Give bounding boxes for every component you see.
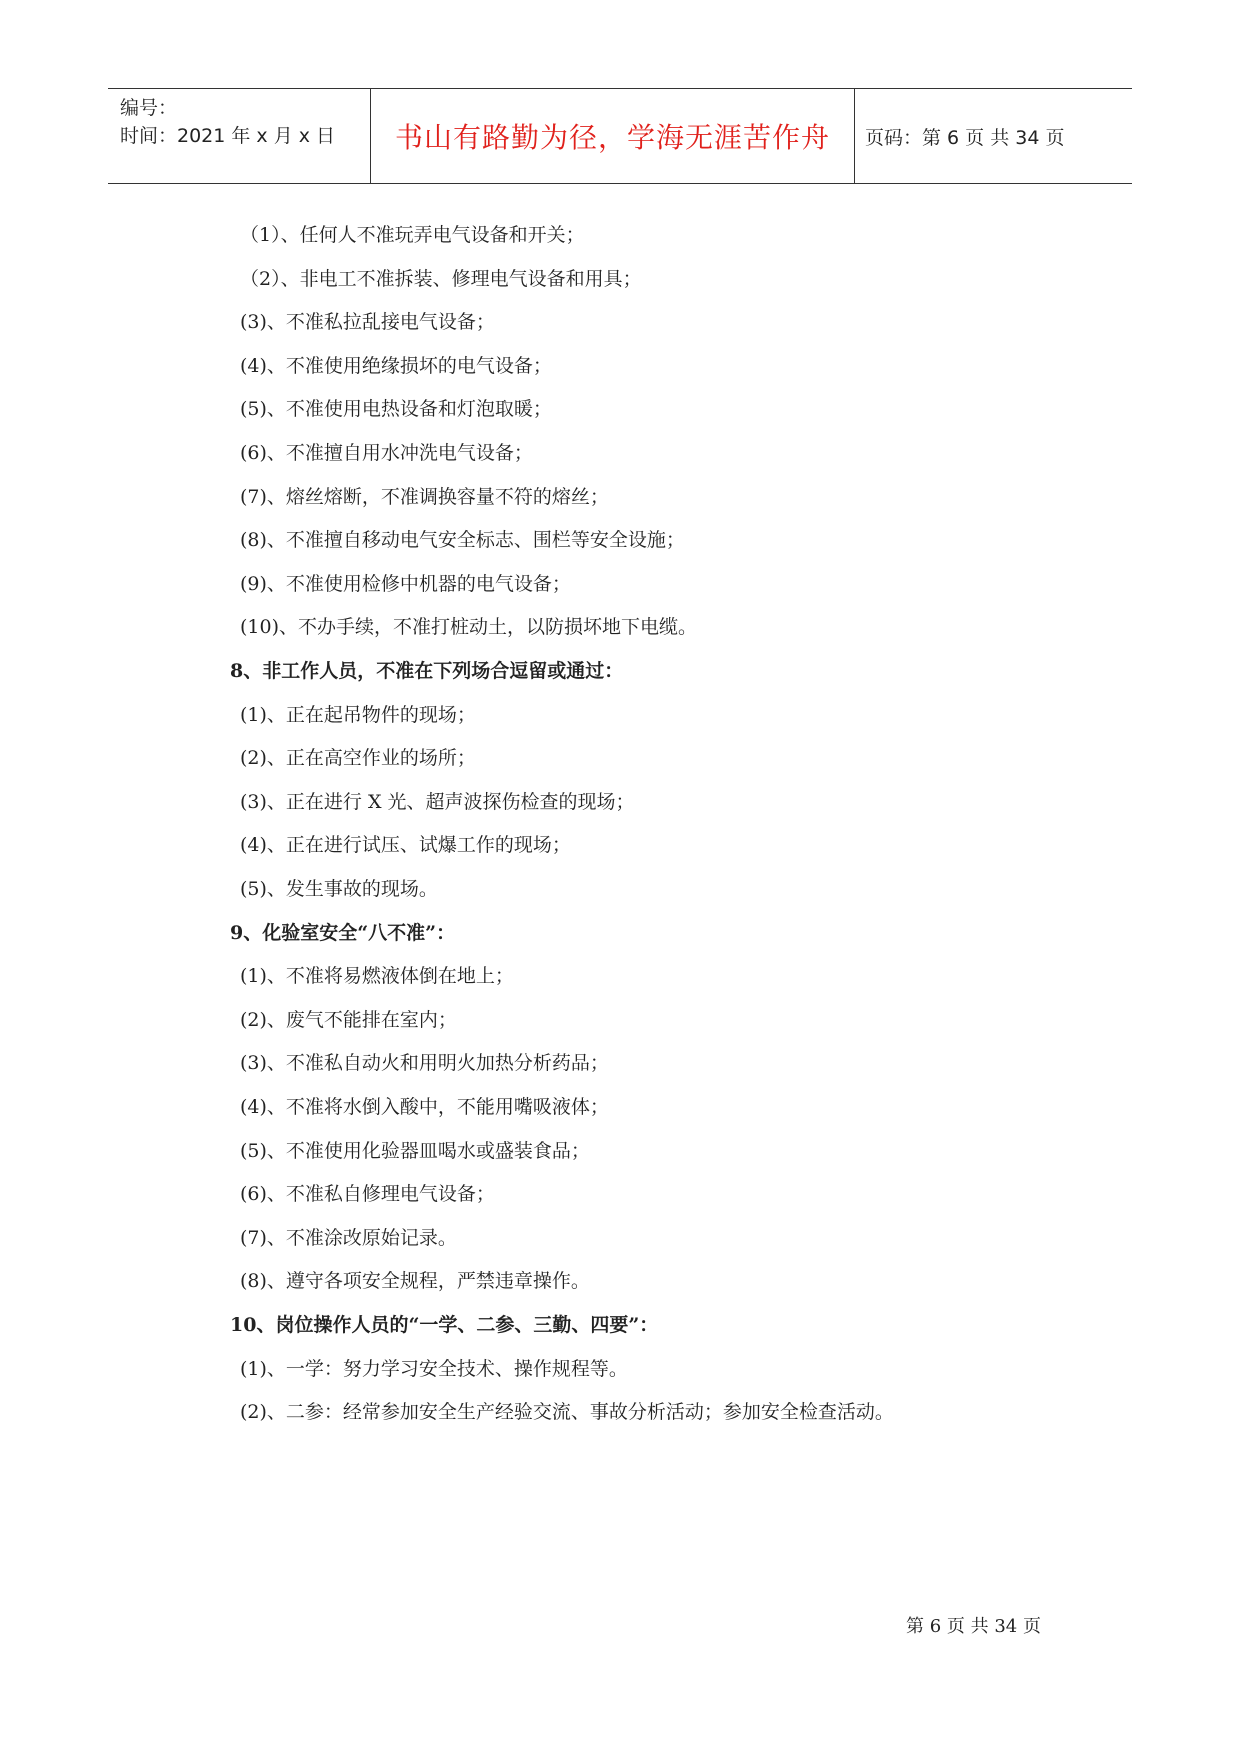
section-heading: 8、非工作人员，不准在下列场合逗留或通过： — [230, 660, 624, 682]
list-item: (3)、不准私拉乱接电气设备； — [240, 311, 495, 334]
motto-text: 书山有路勤为径，学海无涯苦作舟 — [394, 121, 830, 154]
list-item: (9)、不准使用检修中机器的电气设备； — [240, 572, 571, 595]
section-heading: 10、岗位操作人员的“一学、二参、三勤、四要”： — [230, 1314, 659, 1336]
document-date-label: 时间：2021 年 x 月 x 日 — [120, 125, 336, 147]
list-item: (6)、不准擅自用水冲洗电气设备； — [240, 442, 533, 464]
list-item: (8)、遵守各项安全规程，严禁违章操作。 — [240, 1270, 590, 1293]
list-item: (3)、正在进行 X 光、超声波探伤检查的现场； — [240, 790, 635, 813]
list-item: (7)、不准涂改原始记录。 — [240, 1226, 457, 1249]
list-item: (5)、不准使用化验器皿喝水或盛装食品； — [240, 1139, 590, 1162]
list-item: (8)、不准擅自移动电气安全标志、围栏等安全设施； — [240, 529, 685, 552]
list-item: (1)、不准将易燃液体倒在地上； — [240, 965, 514, 988]
list-item: (3)、不准私自动火和用明火加热分析药品； — [240, 1052, 609, 1075]
header-meta-cell — [108, 89, 371, 183]
list-item: （2）、非电工不准拆装、修理电气设备和用具； — [240, 267, 642, 290]
list-item: (1)、一学：努力学习安全技术、操作规程等。 — [240, 1357, 628, 1380]
list-item: (2)、废气不能排在室内； — [240, 1008, 457, 1031]
list-item: (5)、发生事故的现场。 — [240, 878, 438, 900]
list-item: （1）、任何人不准玩弄电气设备和开关； — [240, 224, 585, 246]
list-item: (2)、正在高空作业的场所； — [240, 747, 476, 770]
document-number-label: 编号： — [120, 97, 178, 119]
page-header — [108, 88, 1132, 184]
header-page-cell — [855, 89, 1132, 183]
list-item: (5)、不准使用电热设备和灯泡取暖； — [240, 398, 552, 421]
list-item: (10)、不办手续，不准打桩动土，以防损坏地下电缆。 — [240, 616, 698, 639]
list-item: (1)、正在起吊物件的现场； — [240, 703, 476, 726]
footer-page-number: 第 6 页 共 34 页 — [906, 1616, 1041, 1637]
section-heading: 9、化验室安全“八不准”： — [230, 921, 456, 944]
list-item: (4)、正在进行试压、试爆工作的现场； — [240, 834, 571, 857]
list-item: (4)、不准使用绝缘损坏的电气设备； — [240, 354, 552, 377]
header-page-number: 页码：第 6 页 共 34 页 — [865, 126, 1065, 149]
list-item: (6)、不准私自修理电气设备； — [240, 1183, 495, 1206]
list-item: (7)、熔丝熔断，不准调换容量不符的熔丝； — [240, 485, 609, 508]
list-item: (2)、二参：经常参加安全生产经验交流、事故分析活动；参加安全检查活动。 — [240, 1401, 894, 1424]
list-item: (4)、不准将水倒入酸中，不能用嘴吸液体； — [240, 1096, 609, 1118]
header-motto-cell — [371, 89, 855, 183]
